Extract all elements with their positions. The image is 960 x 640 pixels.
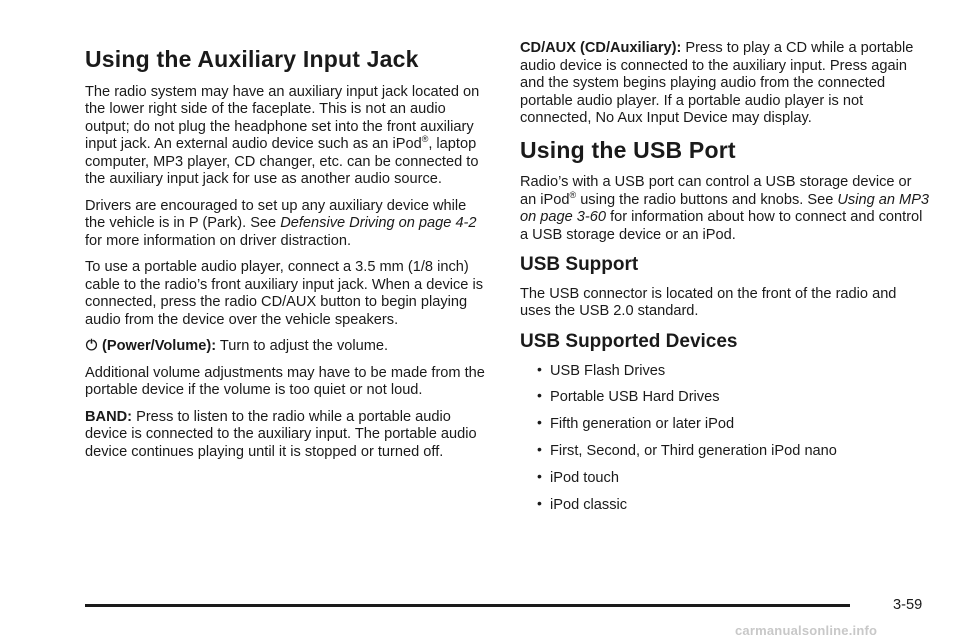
page-number: 3-59	[893, 597, 923, 613]
device-list	[520, 360, 930, 514]
paragraph-band: BAND: Press to listen to the radio while a portable audio device is connected to the auxiliary input. The portable audio device continues playing until it is stopped or turned off.	[85, 408, 477, 460]
paragraph-aux-intro: The radio system may have an auxiliary input jack located on the lower right side of the faceplate. This is not an audio output; do not plug the headphone set into the front auxiliary input jack. An external audio device such as an iPod®, laptop computer, MP3 player, CD changer, etc. can be connected to the auxiliary input jack for use as another audio source.	[85, 83, 480, 188]
power-icon	[85, 338, 98, 351]
cross-reference-link[interactable]: Defensive Driving on page 4‑2	[280, 215, 477, 232]
cdaux-label: CD/AUX (CD/Auxiliary):	[520, 40, 682, 56]
section-heading-aux: Using the Auxiliary Input Jack	[85, 46, 419, 72]
paragraph-volume-adjust: Additional volume adjustments may have to be made from the portable device if the volume is too quiet or not loud.	[85, 364, 485, 399]
list-item: • iPod touch	[537, 467, 619, 486]
watermark: carmanualsonline.info	[735, 623, 878, 638]
section-heading-usb: Using the USB Port	[520, 136, 736, 163]
paragraph-usb-intro: Radio’s with a USB port can control a USB storage device or an iPod® using the radio buttons and knobs. See Using an MP3 on page 3‑60 for information about how to connect and control a USB storage device or an iPod.	[520, 174, 930, 243]
paragraph-aux-connect: To use a portable audio player, connect a 3.5 mm (1/8 inch) cable to the radio’s front auxiliary input jack. When a device is connected, press the radio CD/AUX button to begin playing audio from the device over the vehicle speakers.	[85, 259, 484, 328]
bullet-icon: •	[537, 414, 542, 431]
list-item: • USB Flash Drives	[537, 360, 666, 379]
subheading-usb-devices: USB Supported Devices	[520, 330, 738, 352]
paragraph-cdaux: CD/AUX (CD/Auxiliary): Press to play a CD while a portable audio device is connected to the auxiliary input. Press again and the system begins playing audio from the connected portable audio player. If a portable audio player is not connected, No Aux Input Device may display.	[520, 40, 914, 126]
bullet-icon: •	[537, 441, 542, 458]
footer-rule	[85, 604, 850, 607]
registered-mark: ®	[569, 189, 577, 200]
power-label: (Power/Volume):	[102, 338, 217, 355]
left-column	[85, 40, 490, 470]
subheading-usb-support: USB Support	[520, 254, 639, 276]
cross-reference-link[interactable]: Using an MP3 on page 3‑60	[520, 191, 930, 226]
list-item: • iPod classic	[537, 494, 628, 513]
paragraph-aux-drivers: Drivers are encouraged to set up any auxiliary device while the vehicle is in P (Park). See Defensive Driving on page 4‑2 for more information on driver distraction.	[85, 197, 477, 249]
bullet-icon: •	[537, 360, 542, 377]
list-item: • Fifth generation or later iPod	[537, 414, 735, 433]
bullet-icon: •	[537, 494, 542, 511]
band-label: BAND:	[85, 408, 133, 425]
paragraph-usb-support: The USB connector is located on the front of the radio and uses the USB 2.0 standard.	[520, 285, 897, 320]
right-column	[520, 40, 930, 523]
list-item: • Portable USB Hard Drives	[537, 387, 720, 406]
list-item: • First, Second, or Third generation iPod nano	[537, 441, 837, 460]
bullet-icon: •	[537, 387, 542, 404]
paragraph-power-volume: (Power/Volume): Turn to adjust the volume.	[85, 338, 490, 356]
bullet-icon: •	[537, 467, 542, 484]
registered-mark: ®	[421, 134, 429, 145]
